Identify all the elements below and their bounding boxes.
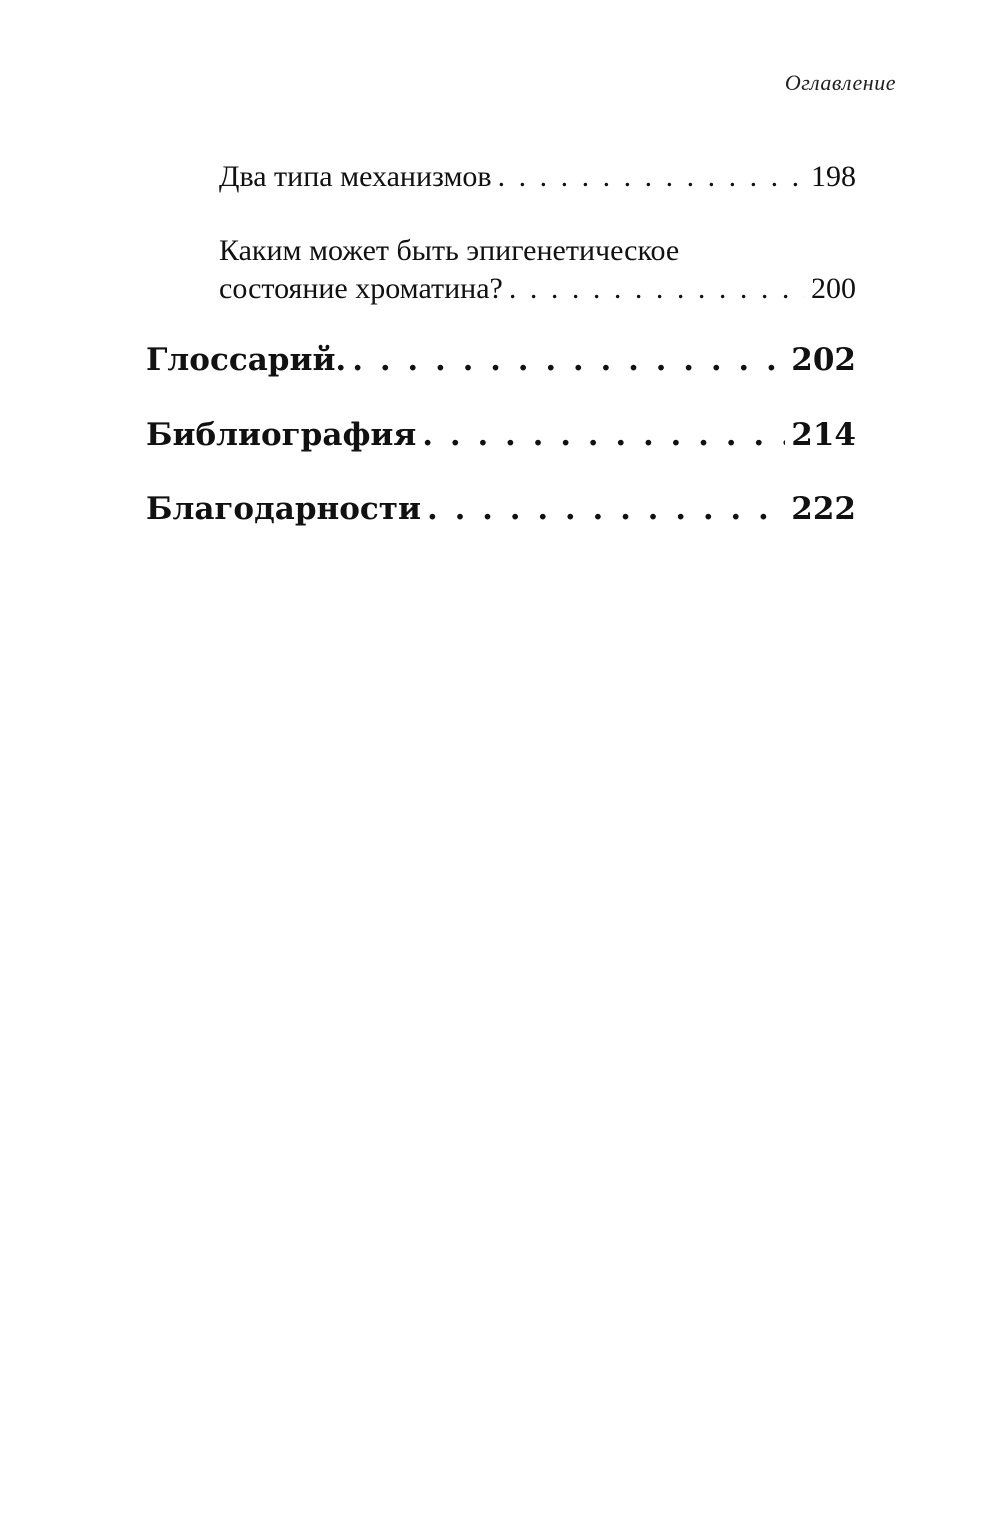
toc-entry-title: Два типа механизмов: [219, 160, 492, 193]
toc-entry-title: Библиография: [146, 417, 417, 453]
toc-dot-leader: [498, 160, 805, 194]
toc-entry-title: Глоссарий.: [146, 342, 347, 378]
toc-page-number: 200: [811, 272, 856, 305]
toc-dot-leader: [509, 272, 805, 306]
toc-entry-title: Благодарности: [146, 491, 421, 527]
toc-dot-leader: [422, 417, 785, 453]
running-head-title: Оглавление: [784, 70, 896, 95]
toc-entry-line: [146, 491, 856, 527]
toc-page-number: 214: [791, 417, 856, 453]
toc-entry-line: [146, 342, 856, 378]
toc-entry-title-line-1: Каким может быть эпигенетическое: [219, 234, 680, 267]
toc-entry-line: [219, 272, 856, 306]
toc-entry-line: [219, 160, 856, 194]
toc-entry-line: [146, 417, 856, 453]
toc-page-number: 198: [811, 160, 856, 193]
toc-entry-title-line-2: состояние хроматина?: [219, 272, 503, 305]
toc-page-number: 202: [791, 342, 856, 378]
toc-page-number: 222: [791, 491, 856, 527]
toc-dot-leader: [352, 342, 785, 378]
toc-dot-leader: [427, 491, 785, 527]
